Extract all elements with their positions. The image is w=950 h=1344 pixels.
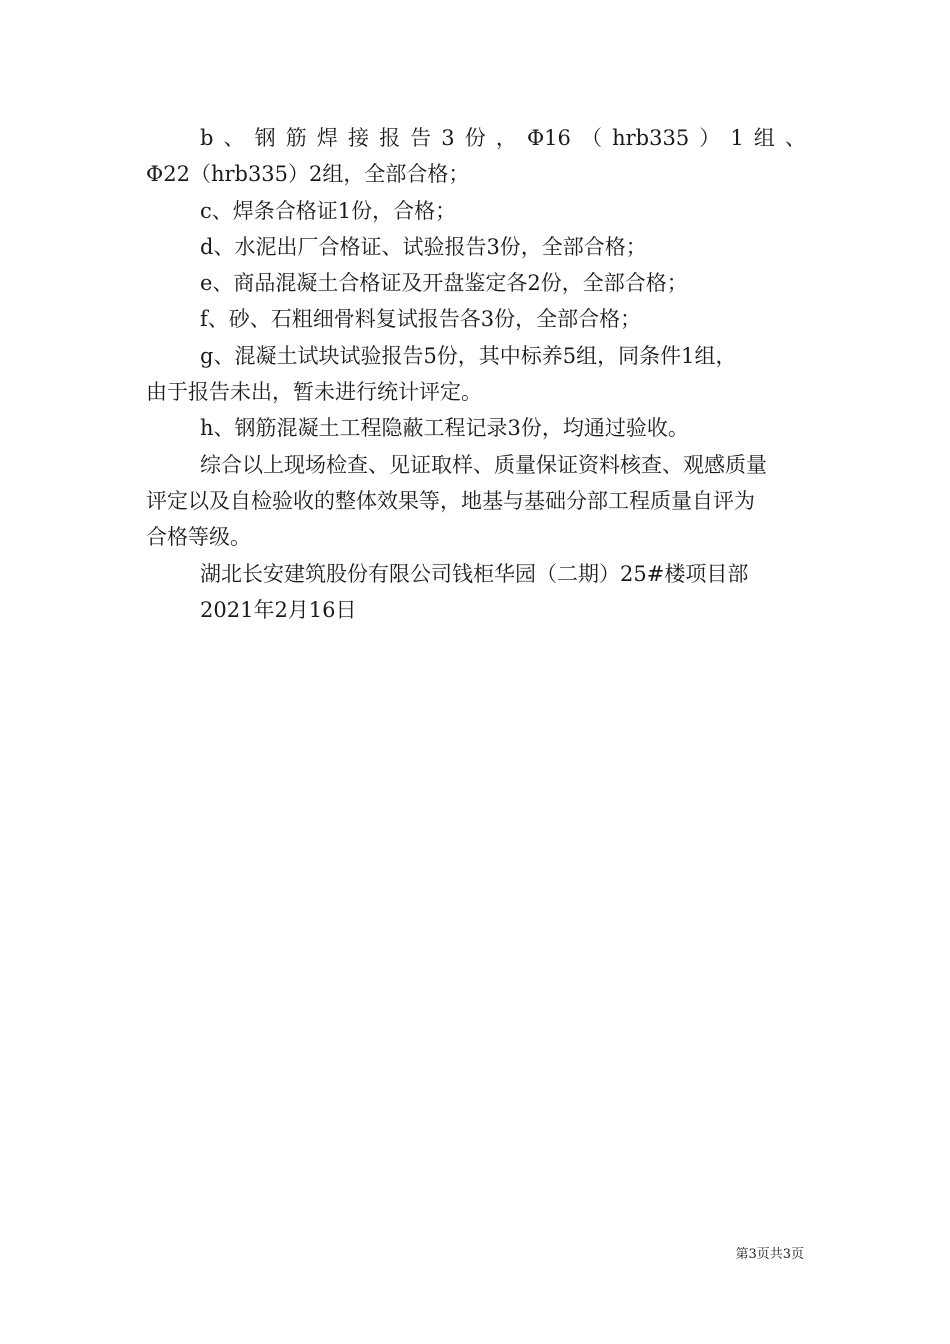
signature-date: 2021年2月16日	[200, 598, 357, 622]
item-b-line-1: b、钢筋焊接报告3份，Φ16（hrb335）1组、	[200, 126, 806, 150]
summary-line-2: 评定以及自检验收的整体效果等，地基与基础分部工程质量自评为	[146, 489, 755, 513]
page-number: 第3页共3页	[735, 1247, 804, 1262]
item-h: h、钢筋混凝土工程隐蔽工程记录3份，均通过验收。	[200, 416, 689, 440]
item-g-line-2: 由于报告未出，暂未进行统计评定。	[146, 380, 482, 404]
item-e: e、商品混凝土合格证及开盘鉴定各2份，全部合格；	[200, 271, 688, 295]
item-f: f、砂、石粗细骨料复试报告各3份，全部合格；	[200, 307, 642, 331]
summary-line-1: 综合以上现场检查、见证取样、质量保证资料核查、观感质量	[200, 453, 767, 477]
item-c: c、焊条合格证1份，合格；	[200, 199, 457, 223]
item-d: d、水泥出厂合格证、试验报告3份，全部合格；	[200, 235, 647, 259]
item-b-line-2: Φ22（hrb335）2组，全部合格；	[146, 162, 470, 186]
item-g-line-1: g、混凝土试块试验报告5份，其中标养5组，同条件1组，	[200, 344, 737, 368]
signature-org: 湖北长安建筑股份有限公司钱柜华园（二期）25#楼项目部	[200, 562, 749, 586]
summary-line-3: 合格等级。	[146, 525, 251, 549]
